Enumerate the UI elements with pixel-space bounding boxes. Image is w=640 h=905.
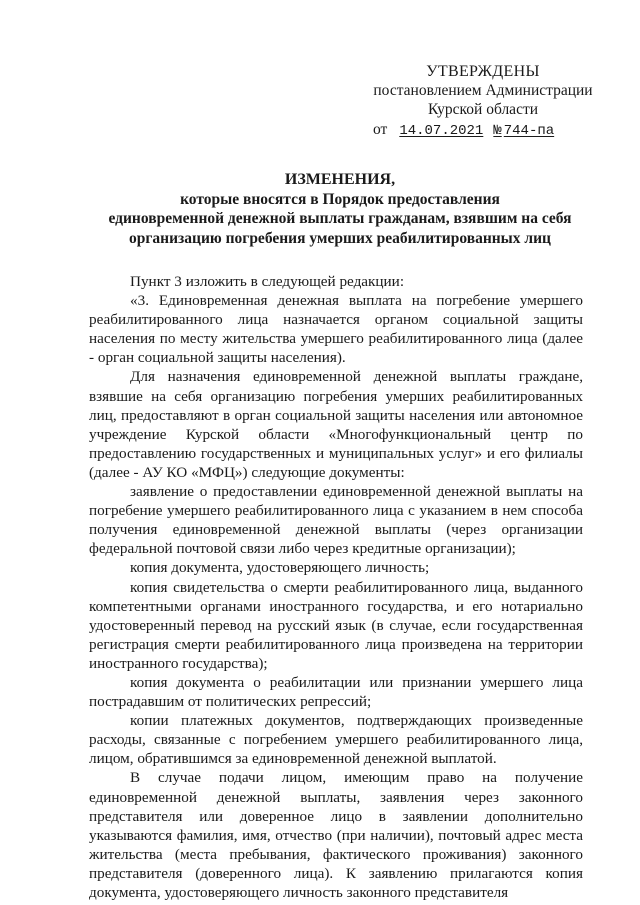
document-heading (90, 170, 590, 248)
document-body (89, 272, 583, 902)
paragraph: копия документа, удостоверяющего личность; (130, 559, 430, 577)
approval-stamp (368, 62, 598, 119)
number-prefix: № (493, 123, 502, 139)
approval-line-2: Курской области (427, 101, 539, 118)
paragraph: Для назначения единовременной денежной выплаты граждане, взявшие на себя организацию погребения умерших реабилитированных лиц, предоставляют в орган социальной защиты населения или автономное учреждение Курской области «Многофункциональный центр по предоставлению государственных и муниципальных услуг» и его филиалы (далее - АУ КО «МФЦ») следующие документы: (89, 368, 583, 481)
paragraph: В случае подачи лицом, имеющим право на получение единовременной денежной выплаты, заявления через законного представителя или доверенное лицо в заявлении дополнительно указываются фамилия, имя, отчество (при наличии), почтовый адрес места жительства (места пребывания, фактического проживания) законного представителя (доверенного лица). К заявлению прилагаются копия документа, удостоверяющего личность законного представителя (89, 769, 583, 901)
heading-title: ИЗМЕНЕНИЯ, (284, 171, 396, 188)
paragraph: «3. Единовременная денежная выплата на погребение умершего реабилитированного лица назначается органом социальной защиты населения по месту жительства умершего реабилитированного лица (далее - орган социальной защиты населения). (89, 292, 583, 367)
paragraph: Пункт 3 изложить в следующей редакции: (130, 273, 405, 290)
date-prefix: от (373, 121, 388, 138)
approval-date: 14.07.2021 (399, 123, 484, 139)
heading-line-3: организацию погребения умерших реабилитированных лиц (129, 229, 551, 247)
paragraph: заявление о предоставлении единовременной денежной выплаты на погребение умершего реабилитированного лица с указанием в нем способа получения единовременной денежной выплаты (через организации федеральной почтовой связи либо через кредитные организации); (89, 483, 583, 558)
approval-title: УТВЕРЖДЕНЫ (426, 63, 540, 80)
paragraph: копии платежных документов, подтверждающих произведенные расходы, связанные с погребением умершего реабилитированного лица, лицом, обратившимся за единовременной денежной выплатой. (89, 712, 583, 768)
paragraph: копия свидетельства о смерти реабилитированного лица, выданного компетентными органами иностранного государства, и его нотариально удостоверенный перевод на русский язык (в случае, если государственная регистрация смерти реабилитированного лица произведена на территории иностранного государства); (89, 578, 583, 672)
heading-line-1: которые вносятся в Порядок предоставления (180, 190, 500, 208)
paragraph: копия документа о реабилитации или признании умершего лица пострадавшим от политических репрессий; (89, 673, 583, 711)
approval-line-1: постановлением Администрации (373, 82, 593, 99)
approval-date-line (373, 120, 613, 141)
heading-line-2: единовременной денежной выплаты гражданам, взявшим на себя (108, 210, 572, 227)
approval-number: 744-па (503, 123, 555, 139)
